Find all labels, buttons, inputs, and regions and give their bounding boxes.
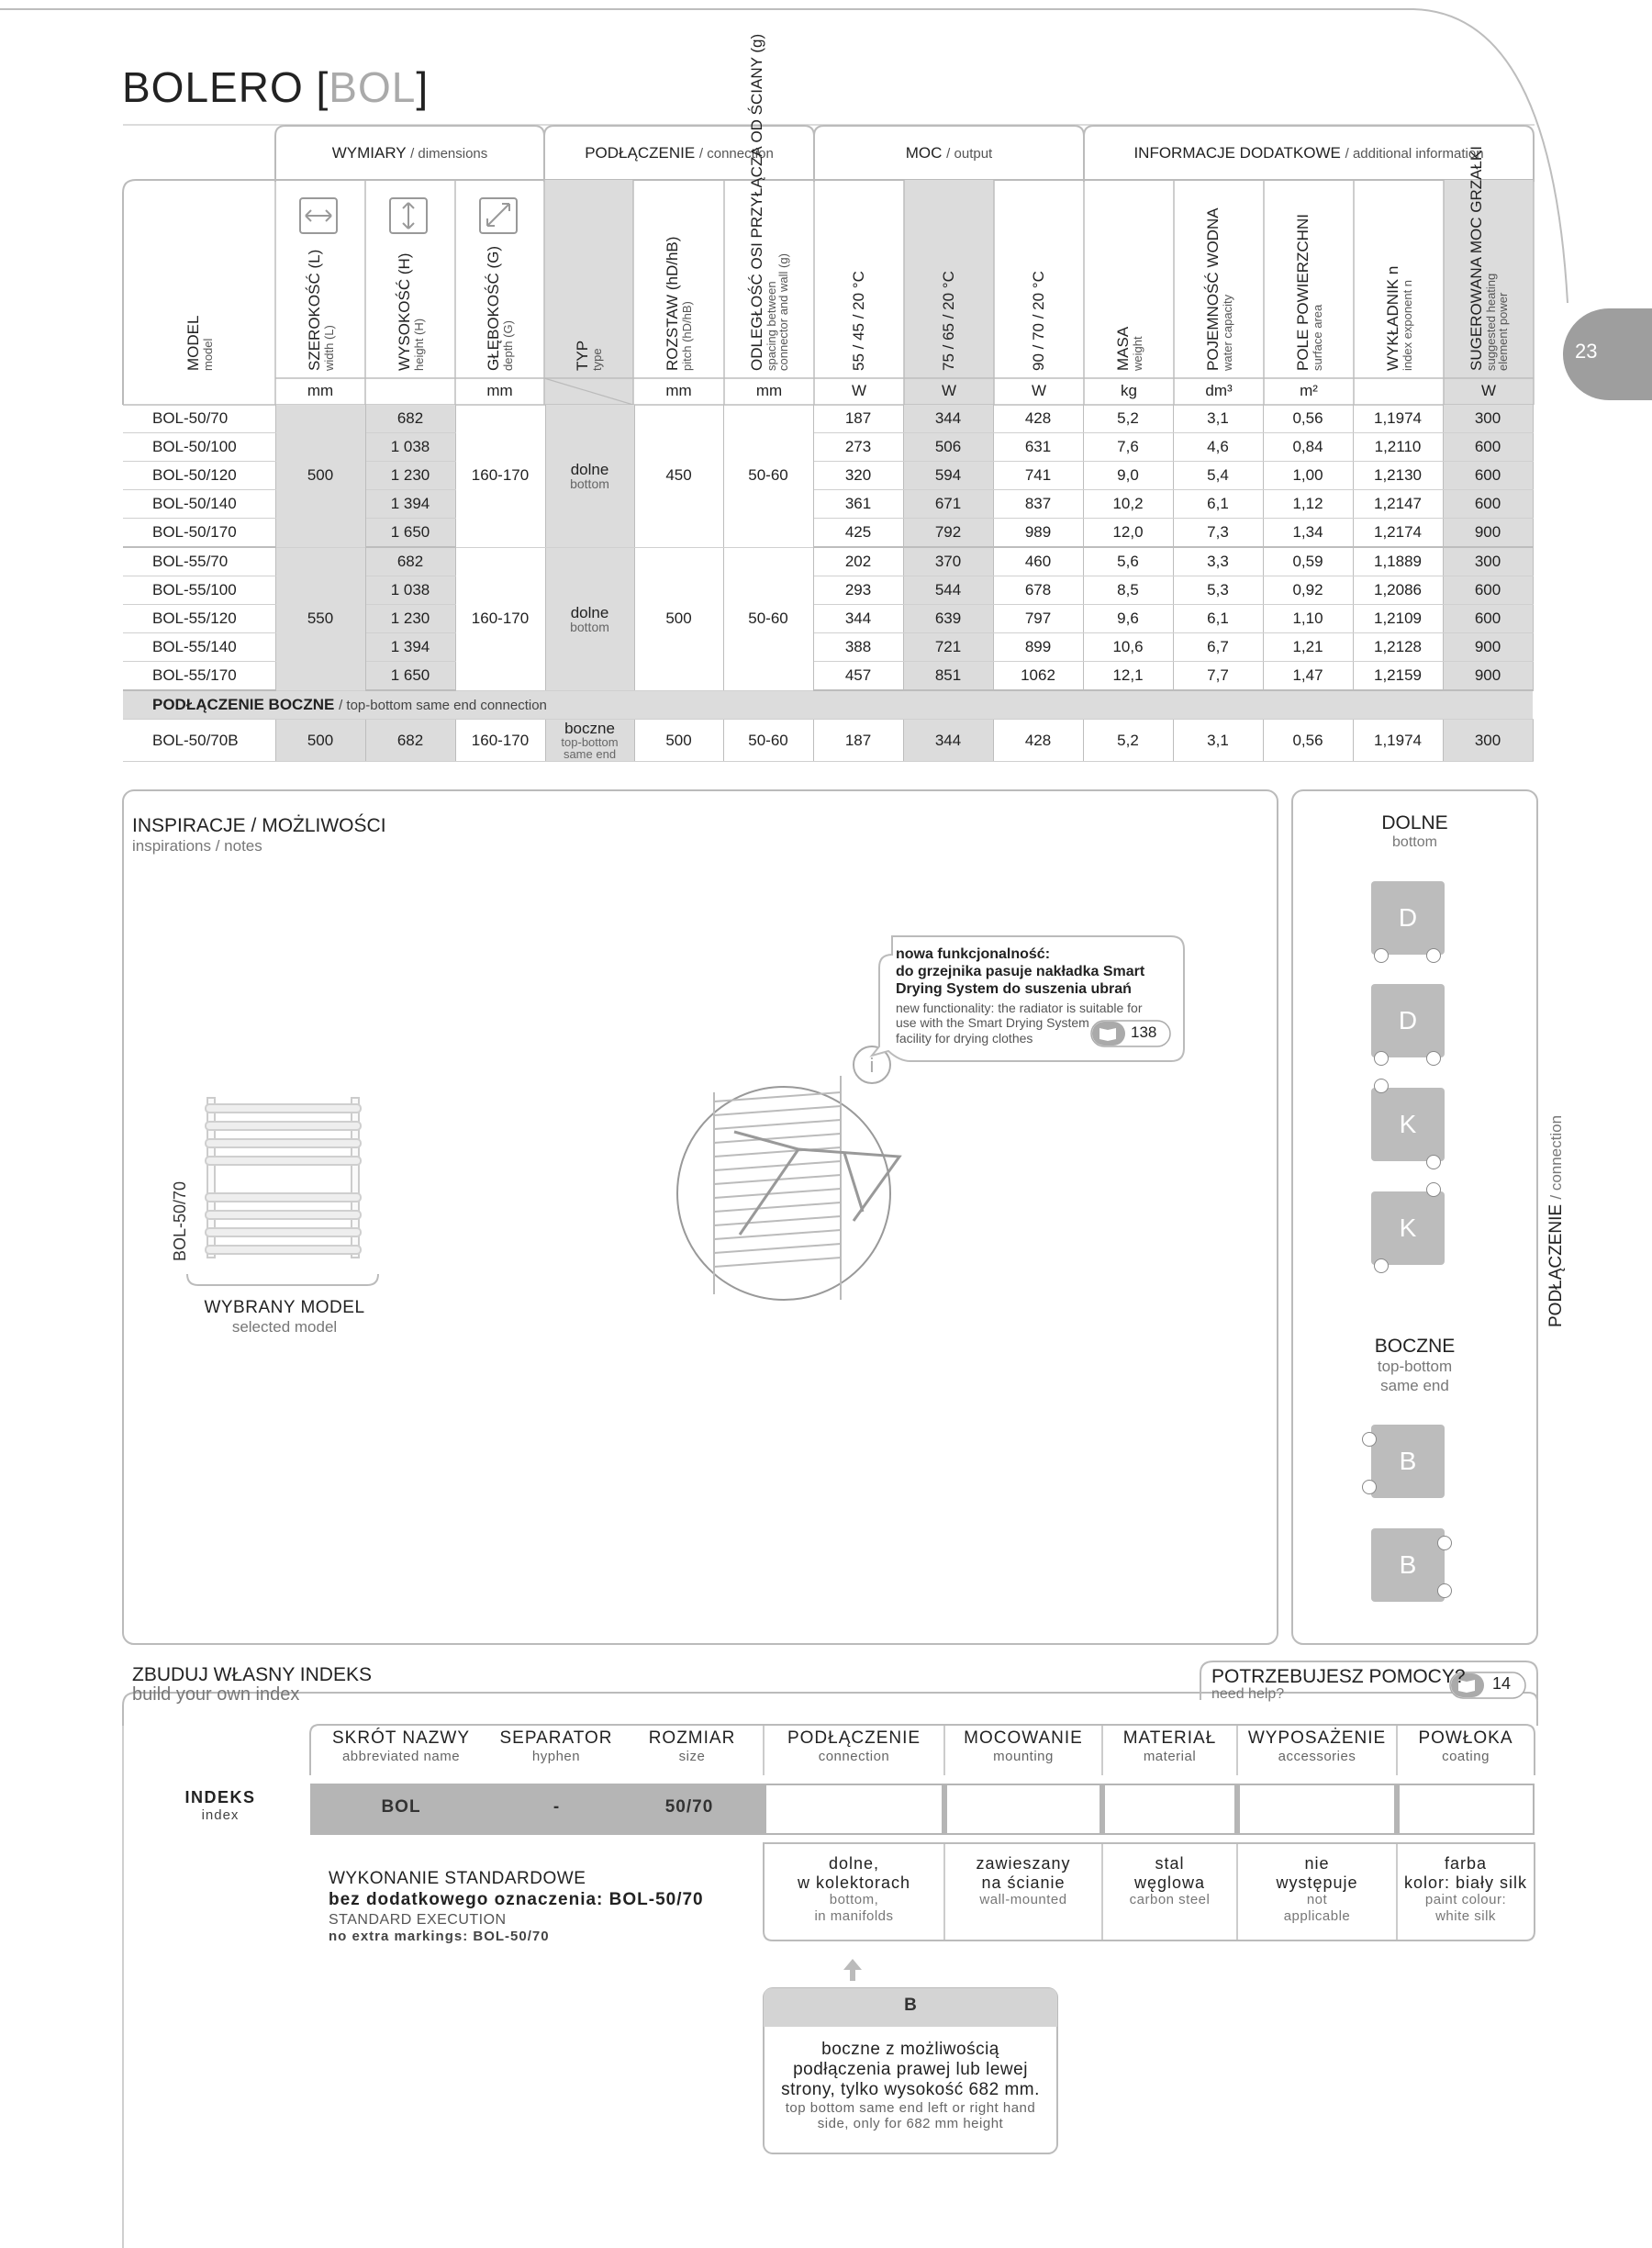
table-row: BOL-50/70B 500 682 160-170 boczne top-bottom same end 500 50-60 187 344 428 5,2 3,1 0,56 1,1974 300 [123, 720, 1533, 762]
option-b-code: B [904, 1996, 917, 2015]
connection-tile-k2[interactable]: K [1371, 1191, 1445, 1265]
standard-cell: dolne, w kolektorach bottom, in manifolds [797, 1854, 911, 1924]
connection-tile-b2[interactable]: B [1371, 1528, 1445, 1602]
callout-text: nowa funkcjonalność: do grzejnika pasuje nakładka Smart Drying System do suszenia ubrań new functionality: the radiator is suitable for use with the Smart Drying System facility for drying clothes [896, 946, 1145, 1046]
connection-tile-d1[interactable]: D [1371, 881, 1445, 955]
build-index-title: ZBUDUJ WŁASNY INDEKS build your own index [132, 1664, 372, 1706]
index-header: SEPARATOR hyphen [499, 1728, 613, 1764]
model-cell: BOL-50/70 [123, 405, 275, 433]
svg-text:i: i [869, 1054, 875, 1077]
model-cell: BOL-50/140 [123, 490, 275, 519]
table-row: BOL-50/170 1 650 425 792 989 12,0 7,3 1,34 1,2174 900 [123, 519, 1533, 548]
index-header: MATERIAŁ material [1122, 1728, 1217, 1764]
unit-label: mm [307, 382, 334, 399]
group-connection: PODŁĄCZENIE / connection [585, 144, 774, 162]
unit-label: W [851, 382, 867, 399]
model-cell: BOL-55/170 [123, 662, 275, 691]
title-code: BOL [329, 63, 417, 111]
type-cell: dolne bottom [545, 405, 634, 547]
standard-cell: zawieszany na ścianie wall-mounted [976, 1854, 1071, 1908]
index-name-value: BOL [381, 1797, 421, 1817]
connection-tile-d2[interactable]: D [1371, 984, 1445, 1057]
side-section-sub: / top-bottom same end connection [339, 698, 547, 713]
index-header: MOCOWANIE mounting [964, 1728, 1083, 1764]
model-cell: BOL-55/70 [123, 547, 275, 576]
unit-label: m² [1300, 382, 1318, 399]
unit-label: W [941, 382, 957, 399]
unit-label: mm [486, 382, 513, 399]
connection-vertical-label: PODŁĄCZENIE / connection [1546, 1114, 1566, 1327]
standard-cell: farba kolor: biały silk paint colour: white silk [1403, 1854, 1528, 1924]
table-row: BOL-50/140 1 394 361 671 837 10,2 6,1 1,12 1,2147 600 [123, 490, 1533, 519]
unit-label: mm [665, 382, 692, 399]
group-dimensions: WYMIARY / dimensions [331, 144, 488, 162]
side-connection-title: BOCZNE top-bottom same end [1374, 1336, 1456, 1394]
table-row: BOL-55/170 1 650 457 851 1062 12,1 7,7 1,47 1,2159 900 [123, 662, 1533, 691]
model-cell: BOL-50/100 [123, 433, 275, 462]
option-b-text: boczne z możliwością podłączenia prawej lub lewej strony, tylko wysokość 682 mm. top bottom same end left or right hand side, only for 682 mm height [781, 2040, 1040, 2131]
standard-cell: stal węglowa carbon steel [1129, 1854, 1211, 1908]
table-row: BOL-50/70 500 682 160-170 dolne bottom 450 50-60 187 344 428 5,2 3,1 0,56 1,1974 300 [123, 405, 1533, 433]
unit-label: W [1031, 382, 1047, 399]
index-header: SKRÓT NAZWY abbreviated name [332, 1728, 470, 1764]
index-header: WYPOSAŻENIE accessories [1247, 1728, 1387, 1764]
index-header: PODŁĄCZENIE connection [787, 1728, 921, 1764]
help-link[interactable]: POTRZEBUJESZ POMOCY? need help? [1211, 1666, 1466, 1703]
inspiration-title: INSPIRACJE / MOŻLIWOŚCI [132, 815, 386, 836]
table-row: BOL-55/70 550 682 160-170 dolne bottom 500 50-60 202 370 460 5,6 3,3 0,59 1,1889 300 [123, 547, 1533, 576]
model-cell: BOL-55/100 [123, 576, 275, 605]
unit-label: mm [755, 382, 783, 399]
model-cell: BOL-50/120 [123, 462, 275, 490]
unit-label: dm³ [1205, 382, 1233, 399]
bottom-connection-title: DOLNE bottom [1381, 812, 1448, 850]
index-separator-value: - [553, 1797, 560, 1817]
connection-tile-b1[interactable]: B [1371, 1425, 1445, 1498]
title-close: ] [416, 63, 430, 111]
type-cell: boczne top-bottom same end [545, 720, 634, 762]
group-additional: INFORMACJE DODATKOWE / additional information [1133, 144, 1484, 162]
index-size-value: 50/70 [664, 1797, 714, 1817]
model-cell: BOL-50/170 [123, 519, 275, 548]
model-cell: BOL-50/70B [123, 720, 275, 762]
standard-execution: WYKONANIE STANDARDOWE bez dodatkowego oznaczenia: BOL-50/70 STANDARD EXECUTION no extra markings: BOL-50/70 [329, 1869, 704, 1944]
inspiration-sub: inspirations / notes [132, 837, 262, 855]
arrow-up-icon [843, 1959, 862, 1981]
unit-label: W [1480, 382, 1497, 399]
model-cell: BOL-55/120 [123, 605, 275, 633]
standard-cell: nie występuje not applicable [1276, 1854, 1358, 1924]
group-output: MOC / output [905, 144, 993, 162]
selected-model-label: WYBRANY MODEL selected model [204, 1298, 365, 1336]
model-cell: BOL-55/140 [123, 633, 275, 662]
unit-label: kg [1121, 382, 1137, 399]
table-row: BOL-55/140 1 394 388 721 899 10,6 6,7 1,21 1,2128 900 [123, 633, 1533, 662]
page-number: 23 [1575, 340, 1598, 363]
callout-ref[interactable]: 138 [1131, 1023, 1157, 1041]
table-row: BOL-55/100 1 038 293 544 678 8,5 5,3 0,92 1,2086 600 [123, 576, 1533, 605]
connection-tile-k1[interactable]: K [1371, 1088, 1445, 1161]
index-header: ROZMIAR size [648, 1728, 736, 1764]
title-main: BOLERO [ [122, 63, 329, 111]
help-ref[interactable]: 14 [1492, 1674, 1512, 1693]
index-label: INDEKS index [184, 1788, 256, 1823]
index-header: POWŁOKA coating [1418, 1728, 1513, 1764]
table-row: BOL-50/100 1 038 273 506 631 7,6 4,6 0,84 1,2110 600 [123, 433, 1533, 462]
table-row: BOL-55/120 1 230 344 639 797 9,6 6,1 1,10 1,2109 600 [123, 605, 1533, 633]
table-row: BOL-50/120 1 230 320 594 741 9,0 5,4 1,00 1,2130 600 [123, 462, 1533, 490]
side-section-label: PODŁĄCZENIE BOCZNE [152, 696, 335, 713]
type-cell: dolne bottom [545, 547, 634, 690]
selected-model-name: BOL-50/70 [171, 1180, 189, 1261]
